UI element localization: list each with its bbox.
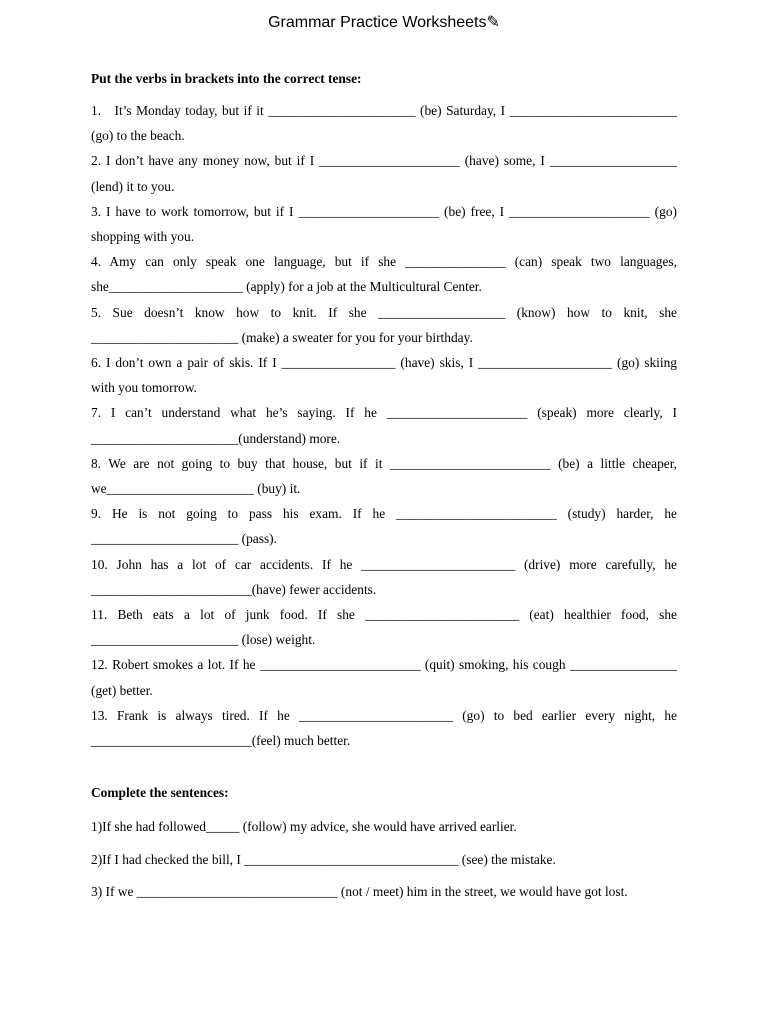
exercise-item: 13. Frank is always tired. If he _______________________ (go) to bed earlier every night, he ________________________(feel) much better. (91, 707, 677, 749)
exercise-item: 7. I can’t understand what he’s saying. If he _____________________ (speak) more clearly, I ______________________(understand) more. (91, 405, 677, 446)
sentence-item: 1)If she had followed_____ (follow) my advice, she would have arrived earlier. (91, 819, 517, 835)
exercise-item: 2. I don’t have any money now, but if I _____________________ (have) some, I ___________________ (lend) it to you. (91, 153, 677, 194)
exercise-item: 3. I have to work tomorrow, but if I _____________________ (be) free, I _____________________ (go) shopping with you. (91, 203, 677, 245)
sentence-item: 2)If I had checked the bill, I ________________________________ (see) the mistake. (91, 851, 556, 867)
exercise-item: 4. Amy can only speak one language, but if she _______________ (can) speak two languages, she____________________ (apply) for a job at the Multicultural Center. (91, 254, 677, 295)
exercise-item: 11. Beth eats a lot of junk food. If she _______________________ (eat) healthier food, she ______________________ (lose) weight. (91, 607, 677, 648)
section-heading-verbs: Put the verbs in brackets into the correct tense: (91, 71, 362, 86)
worksheet-content (91, 70, 677, 917)
section-heading-complete: Complete the sentences: (91, 785, 229, 801)
sentence-item: 3) If we ______________________________ (not / meet) him in the street, we would have got lost. (91, 884, 628, 900)
exercise-item: 9. He is not going to pass his exam. If he ________________________ (study) harder, he ______________________ (pass). (91, 506, 677, 547)
exercise-item: 12. Robert smokes a lot. If he ________________________ (quit) smoking, his cough ________________ (get) better. (91, 657, 677, 698)
exercise-item: 1. It’s Monday today, but if it ______________________ (be) Saturday, I _________________________ (go) to the beach. (91, 103, 677, 144)
exercise-item: 5. Sue doesn’t know how to knit. If she ___________________ (know) how to knit, she ______________________ (make) a sweater for you for your birthday. (91, 304, 677, 345)
exercise-item: 10. John has a lot of car accidents. If he _______________________ (drive) more carefully, he ________________________(have) fewer accidents. (91, 556, 677, 597)
exercise-item: 8. We are not going to buy that house, but if it ________________________ (be) a little cheaper, we______________________ (buy) it. (91, 455, 677, 497)
exercise-item: 6. I don’t own a pair of skis. If I _________________ (have) skis, I ____________________ (go) skiing with you tomorrow. (91, 355, 677, 396)
worksheet-title: Grammar Practice Worksheets✎ (268, 14, 500, 31)
